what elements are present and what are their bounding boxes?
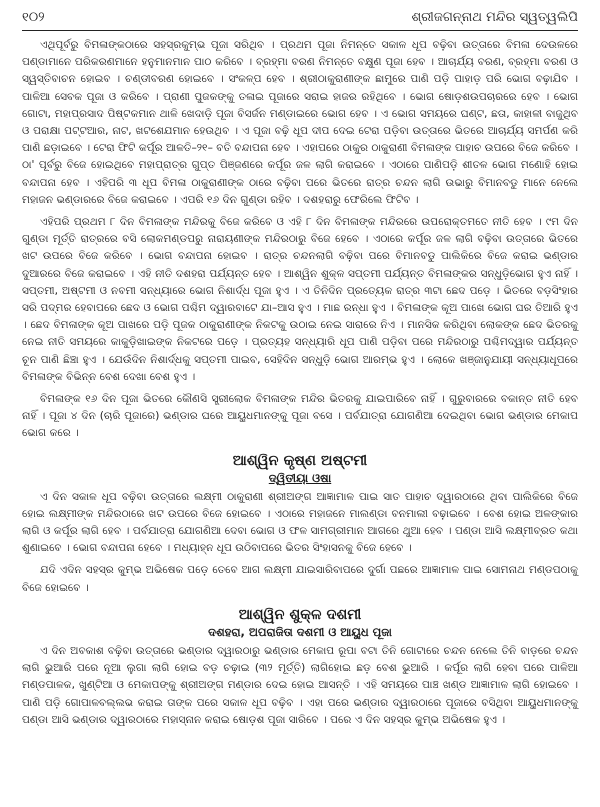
body-paragraph: ଏଥିପୂର୍ବରୁ ବିମଳାଙ୍କଠାରେ ସହସ୍ରକୁମ୍ଭ ପୂଜା ସରିଥିବ । ପ୍ରଥମ ପୂଜା ନିମନ୍ତେ ସକାଳ ଧୂପ ବଢ଼ିବା ଉତ୍ତାରେ ବିମଳା ଦେଉଳରେ ପଣ୍ଡାମାନେ ପରିକରଣମାନେ ହନୁମାନମାନ ପାଠ କରିବେ । ବ୍ରହ୍ମା ବରଣ ନିମନ୍ତେ ବକ୍ଷୁଣ ପୂଜା ହେବ । ଆଚାର୍ଯ୍ୟ ବରଣ, ବ୍ରହ୍ମା ବରଣ ଓ ସ୍ୱସ୍ତିବାଚନ ହୋଇବ । ଚଣ୍ଡୀବରଣ ହୋଇବେ । ସଂକଳ୍ପ ହେବ । ଶ୍ରୀଠାକୁରାଣୀଙ୍କ ଛାମୁରେ ପାଣି ପଡ଼ି ପାହାଡ଼ ପରି ଭୋଗ ବଢ଼ାଯିବ । ପାଳିଆ ସେବକ ପୂଜା ଓ କରିବେ । ପ୍ରାଣୀ ପୁଜକଙ୍କୁ ତଳାଇ ପୂଜାରେ ସରାଇ ହାଜର ରହିଥିବେ । ଭୋଗ ଷୋଡ଼ଶଉପଚାରରେ ହେବ । ଭୋଗ ଗୋଟା, ମହାପ୍ରସାଦ ପିଷ୍ଟକମାନ ଥାଳି ଖେଦାଡ଼ି ପୂଜା ବିସର୍ଜନ ମଣ୍ଡାଇରେ ଭୋଗ ହେବ । ଏ ଭୋଗ ସମୟରେ ଘଣ୍ଟ, ଛତା, କାହାଳୀ ବାଜୁଥିବ ଓ ପରାକ୍ଷା ପଟ୍ଟଆର, ନାଟ, ଖଟଶେଯମାନ ହେଉଥିବ । ଏ ପୂଜା ବଢ଼ି ଧୂପ ଦୀପ ଦେଇ ଟେରା ପଡ଼ିବା ଉତ୍ତାରେ ଭିତରେ ଆଚାର୍ଯ୍ୟ ସମର୍ପଣ କରି ପାଣି ଛଡ଼ାଇବେ । ଟେରା ଫିଟି କର୍ପୂର ଆଳତି–୨୧– ବତି ବନ୍ଦାପନା ହେବ । ଏହାପରେ ଠାକୁର ଠାକୁରାଣୀ ବିମଳାଙ୍କ ପାହାଚ ଉପରେ ବିଜେ କରିବେ । ଠା' ପୂର୍ବରୁ ବିଜେ ହୋଇଥିବେ ମହାପ୍ରାତ୍ର ଗୁପ୍ତ ପିଞ୍ଜଣରେ କର୍ପୂର ଜଳ ଲାଗି କରାଇବେ । ଏଠାରେ ପାଣିପଡ଼ି ଶୀତଳ ଭୋଗ ମଣୋହି ହୋଇ ବନ୍ଦାପନା ହେବ । ଏହିପରି ୩ ଧୂପ ବିମଳା ଠାକୁରାଣୀଙ୍କ ଠାରେ ବଢ଼ିବା ପରେ ଭିତରେ ରାତ୍ର ଚନ୍ଦନ ଲାଗି ଉଭାରୁ ବିମାନବଡୁ ମାନେ ନେଲେ ମହାଜନ ଭଣ୍ଡାରରେ ବିଜେ କରାଇବେ । ଏପରି ୧୬ ଦିନ ଗୁଣ୍ଡା ରହିବ । ଦଶହରାରୁ ଫେରିଲେ ଫିଟିବ । bbox=[22, 39, 578, 206]
section-subheading bbox=[22, 625, 578, 640]
header-rule bbox=[22, 30, 578, 31]
running-title: ଶ୍ରୀଜଗନ୍ନାଥ ମନ୍ଦିର ସ୍ୱତ୍ୱଲିପି bbox=[411, 10, 578, 25]
body-paragraph: ଏ ଦିନ ସକାଳ ଧୂପ ବଢ଼ିବା ଉତ୍ତାରେ ଲକ୍ଷ୍ମୀ ଠାକୁରାଣୀ ଶ୍ରୀଅଙ୍ଗ ଆଜ୍ଞାମାଳ ପାଇ ସାତ ପାହାଚ ଦ୍ୱାରଠାରେ ଥିବା ପାଲିକିରେ ବିଜେ ହୋଇ ଲକ୍ଷ୍ମୀଙ୍କ ମନ୍ଦିରଠାରେ ଖଟ ଉପରେ ବିଜେ ହୋଇବେ । ଏଠାରେ ମହାଜନେ ମାଲଣ୍ଡା ବନମାଲୀ ବଢ଼ାଇବେ । ବେଶ ହୋଇ ଅଳଙ୍କାର ଲାଗି ଓ କର୍ପୂର ଲାଗି ହେବ । ପର୍ବଯାତ୍ରା ଯୋଗଣିଆ ଦେବା ଭୋଗ ଓ ଫଳ ସାମଗ୍ରୀମାନ ଆଗରେ ଥୁଆ ହେବ । ପଣ୍ଡା ଆସି ଲକ୍ଷ୍ମୀବ୍ରତ କଥା ଶୁଣାଇବେ । ଭୋଗ ବନ୍ଦାପନା ହେବେ । ମଧ୍ୟାହ୍ନ ଧୂପ ଉଠିବାପରେ ଭିତର ସିଂହାସନକୁ ବିଜେ ହେବେ । bbox=[22, 490, 578, 555]
section-subheading-text: ଦଶହରା, ଅପରାଜିତା ଦଶମୀ ଓ ଆୟୁଧ ପୂଜା bbox=[208, 624, 392, 639]
section-heading: ଆଶ୍ୱିନ କୃଷ୍ଣ ଅଷ୍ଟମୀ bbox=[232, 452, 368, 469]
page-number: ୧୦୨ bbox=[22, 10, 45, 25]
body-paragraph: ଏ ଦିନ ଅବକାଶ ବଢ଼ିବା ଉତ୍ତାରେ ଭଣ୍ଡାର ଦ୍ୱାରଠାରୁ ଭଣ୍ଡାର ମେକାପ ରୂପା ବଟା ତିନି ଗୋଟାରେ ଚନ୍ଦନ ନେଲେ ତିନି ବାଡ଼ରେ ଚନ୍ଦନ ଲାଗି ଭୁଆରି ପରେ ନୂଆ ଲୁଗା ଲାଗି ହୋଇ ବଡ଼ ଚଢ଼ାଇ (୩୨ ମୂର୍ତ୍ତି) ଲାଗିହୋଇ ଛଡ଼ ବେଶ ଭୁଆରି । କର୍ପୂର ଲାଗି ହେବା ପରେ ପାଳିଆ ମଣ୍ଡପାଳକ, ଖୁଣ୍ଟିଆ ଓ ମେକାପଙ୍କୁ ଶ୍ରୀଅଙ୍ଗ ମଣ୍ଡାର ଦେଇ ହୋଇ ଆସନ୍ତି । ଏହି ସମୟରେ ପାଞ୍ଚ ଖଣ୍ଡ ଆଜ୍ଞାମାଳ ଲାଗି ହୋଇବେ । ପାଣି ପଡ଼ି ଗୋପାଳବଲ୍ଲଭ କରାଇ ତାଙ୍କ ପରେ ସକାଳ ଧୂପ ବଢ଼ିବ । ଏହା ପରେ ଭଣ୍ଡାର ଦ୍ୱାରଠାରେ ପୂଜାରେ ବସିଥିବା ଆୟୁଧମାନଙ୍କୁ ପଣ୍ଡା ଆସି ଭଣ୍ଡାର ଦ୍ୱାରଠାରେ ମହାସ୍ନାନ କରାଇ ଷୋଡ଼ଶ ପୂଜା ସାରିବେ । ପରେ ଏ ଦିନ ସହସ୍ର କୁମ୍ଭ ଅଭିଷେକ ହୁଏ । bbox=[22, 644, 578, 726]
section-heading: ଆଶ୍ୱିନ ଶୁକ୍ଳ ଦଶମୀ bbox=[238, 606, 362, 623]
body-paragraph: ଯଦି ଏଦିନ ସହସ୍ର କୁମ୍ଭ ଅଭିଷେକ ପଡ଼େ ତେବେ ଆଗ ଲକ୍ଷ୍ମୀ ଯାଇସାରିବାପରେ ଦୁର୍ଗା ପଛରେ ଆଜ୍ଞାମାଳ ପାଇ ସୋମନାଥ ମଣ୍ଡପଠାକୁ ବିଜେ ହୋଇବେ । bbox=[22, 564, 578, 594]
section-subheading bbox=[22, 471, 578, 486]
body-paragraph: ବିମଳାଙ୍କ ୧୬ ଦିନ ପୂଜା ଭିତରେ କୌଣସି ସ୍ତ୍ରୀଲୋକ ବିମଳାଙ୍କ ମନ୍ଦିର ଭିତରକୁ ଯାଇପାରିବେ ନାହିଁ । ଗୁରୁବାରରେ ବକାନ୍ତ ନୀତି ହେବ ନାହିଁ । ପୂଜା ୪ ଦିନ (ଚାରି ପୂଜାରେ) ଭଣ୍ଡାର ଘରେ ଆୟୁଧମାନଙ୍କୁ ପୂଜା ବସେ । ପର୍ବଯାତ୍ରା ଯୋଗଣିଆ ଦେଇଥିବା ଭୋଗ ଭଣ୍ଡାର ମେକାପ ଭୋଗ କରେ । bbox=[22, 393, 578, 440]
body-paragraph: ଏହିପରି ପ୍ରଥମ ୮ ଦିନ ବିମଳାଙ୍କ ମନ୍ଦିରକୁ ବିଜେ କରିବେ ଓ ଏହି ୮ ଦିନ ବିମଳାଙ୍କ ମନ୍ଦିରରେ ଉପରୋକ୍ତମତେ ନୀତି ହେବ । ୯ମ ଦିନ ଗୁଣ୍ଡା ମୂର୍ତ୍ତି ରାତ୍ରରେ ବସି ଲୋକମଣ୍ଡପରୁ ନାରାୟଣୀଙ୍କ ମନ୍ଦିରଠାରୁ ବିଜେ ହେବେ । ଏଠାରେ କର୍ପୂର ଜଳ ଲାଗି ବଢ଼ିବା ଉତ୍ତାରେ ଭିତରେ ଖଟ ଉପରେ ବିଜେ କରିବେ । ଭୋଗ ବନ୍ଦାପନା ହୋଇବ । ରାତ୍ର ଚନ୍ଦନଲାଗି ବଢ଼ିବା ପରେ ବିମାନବଡୁ ପାଲିକିରେ ବିଜେ କରାଇ ଭଣ୍ଡାର ଦୁଆରରେ ବିଜେ କରାଇବେ । ଏହି ନୀତି ଦଶହରା ପର୍ଯ୍ୟନ୍ତ ହେବ । ଆଶ୍ୱିନ ଶୁକ୍ଳ ସପ୍ତମୀ ପର୍ଯ୍ୟନ୍ତ ବିମଳାଙ୍କର ସନ୍ଧୁଡ଼ିଭୋଗ ହୁଏ ନାହିଁ । ସପ୍ତମୀ, ଅଷ୍ଟମୀ ଓ ନବମୀ ସନ୍ଧ୍ୟାରେ ଭୋଗ ନିଶାର୍ଦ୍ଧ ପୂଜା ହୁଏ । ଏ ତିନିଦିନ ପ୍ରତ୍ୟେକ ରାତ୍ର ୩ଟା ଛେଦ ପଡ଼େ । ଭିତରେ ବଡ଼ସିଂହାର ସରି ପଦ୍ମର ହେବାପରେ ଛେଦ ଓ ଭୋଗ ପଶ୍ଚିମ ଦ୍ୱାରବାଟେ ଯା–ଆସ ହୁଏ । ମାଛ ରନ୍ଧା ହୁଏ । ବିମଳାଙ୍କ କୂଅ ପାଖେ ଭୋଗ ଘର ତିଆରି ହୁଏ । ଛେଦ ବିମଳାଙ୍କ କୂଅ ପାଖରେ ପଡ଼ି ପୂଜକ ଠାକୁରାଣୀଙ୍କ ନିକଟକୁ ଉଠାଇ ନେଇ ସାରାରେ ନିଏ । ମାନସିକ କରିଥିବା ଲୋକଙ୍କ ଛେଦ ଭିତରକୁ ନେଇ ନୀତି ସମୟରେ କାକୁଡ଼ିଖାଇଙ୍କ ନିକଟରେ ପଡ଼େ । ପ୍ରତ୍ୟହ ସନ୍ଧ୍ୟାରି ଧୂପ ପାଣି ପଡ଼ିବା ପରେ ମନ୍ଦିରଠାରୁ ପଶ୍ଚିମଦ୍ୱାର ପର୍ଯ୍ୟନ୍ତ ଚୂନ ପାଣି ଛିଞ୍ଚା ହୁଏ । ଯେଉଁଦିନ ନିଶାର୍ଦ୍ଧକୁ ସପ୍ତମୀ ପାଇବ, ସେହିଦିନ ସନ୍ଧୁଡ଼ି ଭୋଗ ଆରମ୍ଭ ହୁଏ । ଲୋକେ ଖଞ୍ଜାନୁଯାୟୀ ସନ୍ଧ୍ୟାଧୂପରେ ବିମଳାଙ୍କ ବିଭିନ୍ନ ବେଶ ଦେଖା ବେଶ ହୁଏ । bbox=[22, 216, 578, 383]
section-subheading-text: ଦ୍ୱିତୀୟା ଓଷା bbox=[268, 470, 332, 485]
running-header bbox=[22, 10, 578, 28]
